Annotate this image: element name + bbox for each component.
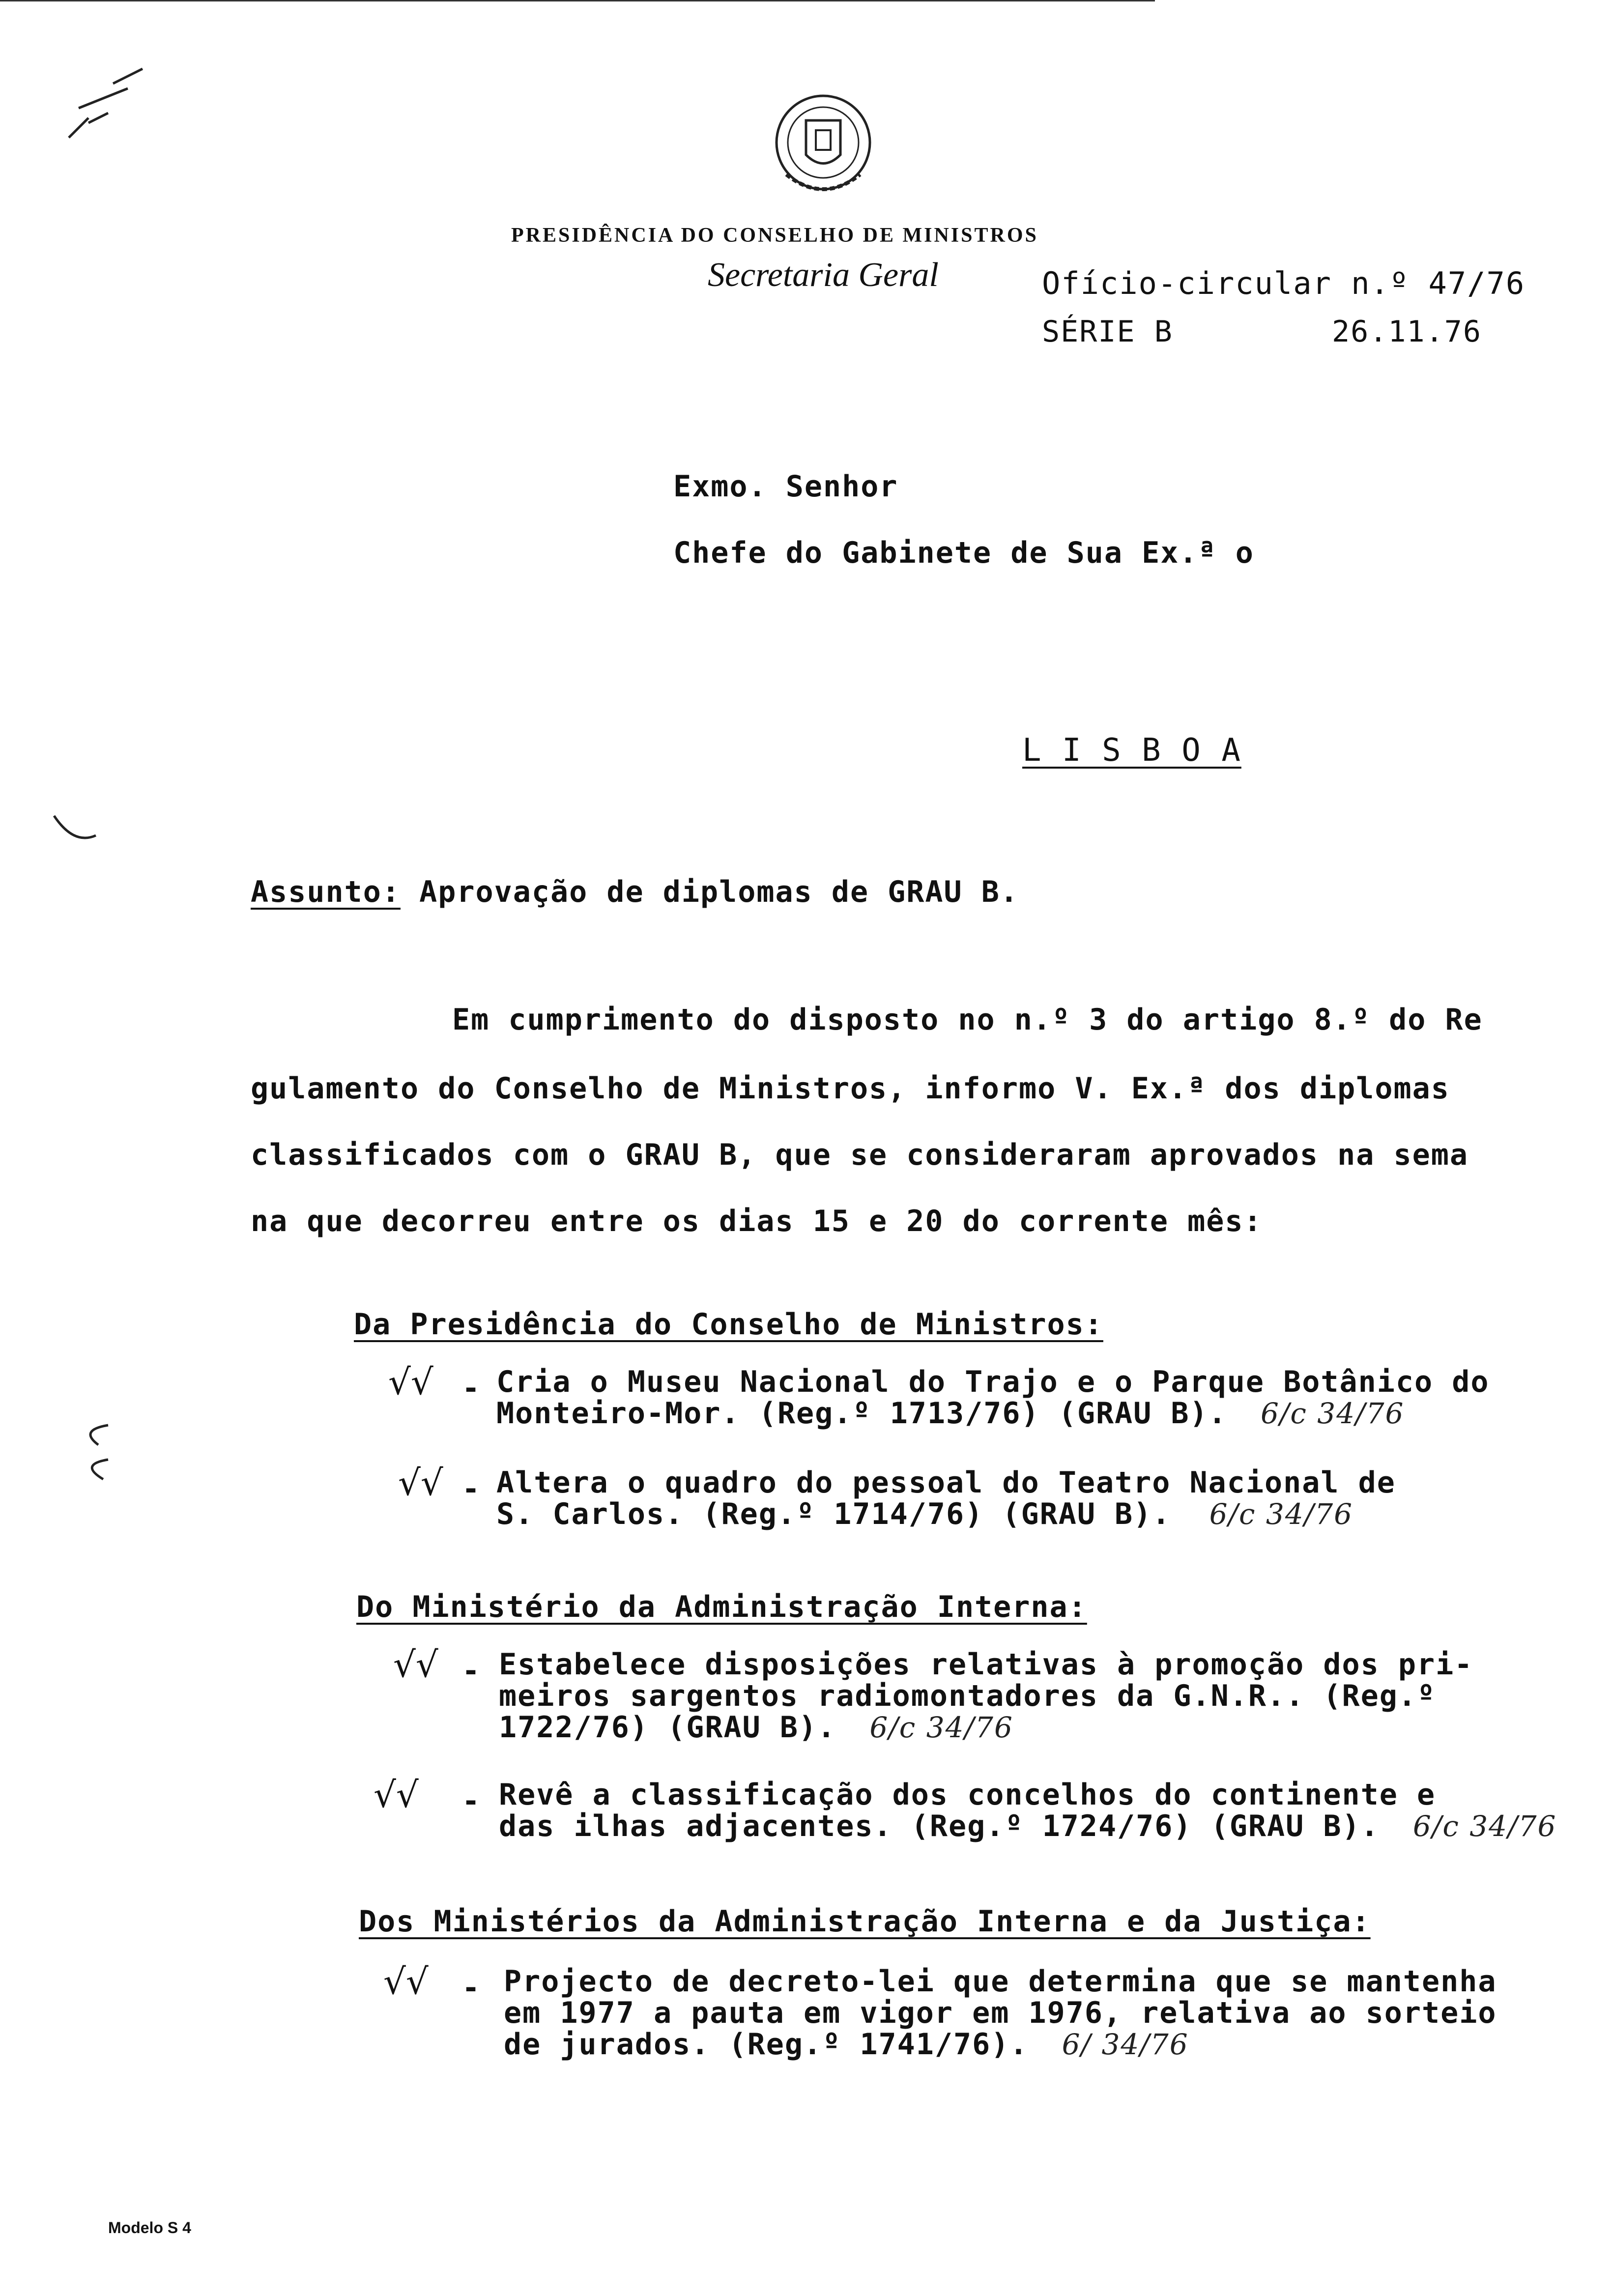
section-heading: Da Presidência do Conselho de Ministros: [354, 1307, 1103, 1342]
circular-number: Ofício-circular n.º 47/76 [1042, 265, 1526, 301]
margin-curve-mark [49, 811, 108, 845]
checkmark-annotation: √√ [374, 1774, 419, 1815]
handwritten-note: 6/c 34/76 [1412, 1809, 1557, 1843]
item-text [499, 1649, 1473, 1743]
item-text-line: Revê a classificação dos concelhos do continente e [499, 1778, 1436, 1812]
handwritten-note: 6/ 34/76 [1062, 2028, 1189, 2061]
item-text-line: Cria o Museu Nacional do Trajo e o Parque Botânico do [496, 1365, 1490, 1399]
top-edge-line [0, 0, 1155, 1]
body-line-1: Em cumprimento do disposto no n.º 3 do artigo 8.º do Re [452, 1003, 1483, 1037]
section-heading: Dos Ministérios da Administração Interna e da Justiça: [359, 1904, 1371, 1939]
item-text [496, 1366, 1490, 1429]
coat-of-arms-emblem [767, 86, 880, 214]
item-text-line: Projecto de decreto-lei que determina que se mantenha [504, 1964, 1497, 1999]
item-text-line: Estabelece disposições relativas à promoção dos pri- [499, 1647, 1473, 1682]
item-text [496, 1467, 1396, 1530]
subject-label: Assunto: [251, 875, 401, 909]
form-model-label: Modelo S 4 [108, 2219, 191, 2237]
item-text-line: 1722/76) (GRAU B). [499, 1710, 836, 1745]
department-script-title: Secretaria Geral [708, 256, 939, 294]
item-text-line: em 1977 a pauta em vigor em 1976, relativa ao sorteio [504, 1996, 1497, 2030]
body-line-3: classificados com o GRAU B, que se consideraram aprovados na sema [251, 1138, 1468, 1172]
item-dash: - [462, 1971, 480, 2005]
handwritten-note: 6/c 34/76 [869, 1711, 1013, 1744]
body-line-2: gulamento do Conselho de Ministros, informo V. Ex.ª dos diplomas [251, 1071, 1450, 1106]
checkmark-annotation: √√ [393, 1644, 438, 1685]
item-dash: - [462, 1472, 480, 1506]
handwritten-note: 6/c 34/76 [1260, 1397, 1405, 1430]
item-text [499, 1779, 1556, 1842]
item-text-line: Monteiro-Mor. (Reg.º 1713/76) (GRAU B). [496, 1396, 1227, 1431]
checkmark-annotation: √√ [398, 1462, 443, 1503]
item-text [504, 1966, 1497, 2060]
item-text-line: Altera o quadro do pessoal do Teatro Nacional de [496, 1465, 1396, 1500]
addressee-title: Chefe do Gabinete de Sua Ex.ª o [673, 536, 1254, 570]
subject-text: Aprovação de diplomas de GRAU B. [419, 875, 1019, 909]
section-heading: Do Ministério da Administração Interna: [356, 1590, 1087, 1624]
body-line-4: na que decorreu entre os dias 15 e 20 do corrente mês: [251, 1204, 1263, 1238]
item-text-line: meiros sargentos radiomontadores da G.N.R.. (Reg.º [499, 1679, 1436, 1713]
series-label: SÉRIE B [1042, 315, 1173, 349]
margin-bracket-mark [69, 1415, 113, 1484]
item-dash: - [462, 1371, 480, 1406]
checkmark-annotation: √√ [388, 1361, 433, 1403]
subject-line [251, 875, 1019, 909]
item-text-line: das ilhas adjacentes. (Reg.º 1724/76) (GRAU B). [499, 1809, 1380, 1843]
circular-date: 26.11.76 [1332, 315, 1482, 349]
pen-scribble-mark [59, 64, 147, 147]
item-text-line: S. Carlos. (Reg.º 1714/76) (GRAU B). [496, 1497, 1171, 1531]
institution-heading: PRESIDÊNCIA DO CONSELHO DE MINISTROS [511, 224, 1038, 247]
item-text-line: de jurados. (Reg.º 1741/76). [504, 2027, 1029, 2062]
handwritten-note: 6/c 34/76 [1209, 1497, 1353, 1531]
addressee-salutation: Exmo. Senhor [673, 469, 898, 504]
addressee-city: L I S B O A [1022, 732, 1241, 769]
item-dash: - [462, 1784, 480, 1818]
item-dash: - [462, 1654, 480, 1688]
checkmark-annotation: √√ [383, 1961, 429, 2002]
